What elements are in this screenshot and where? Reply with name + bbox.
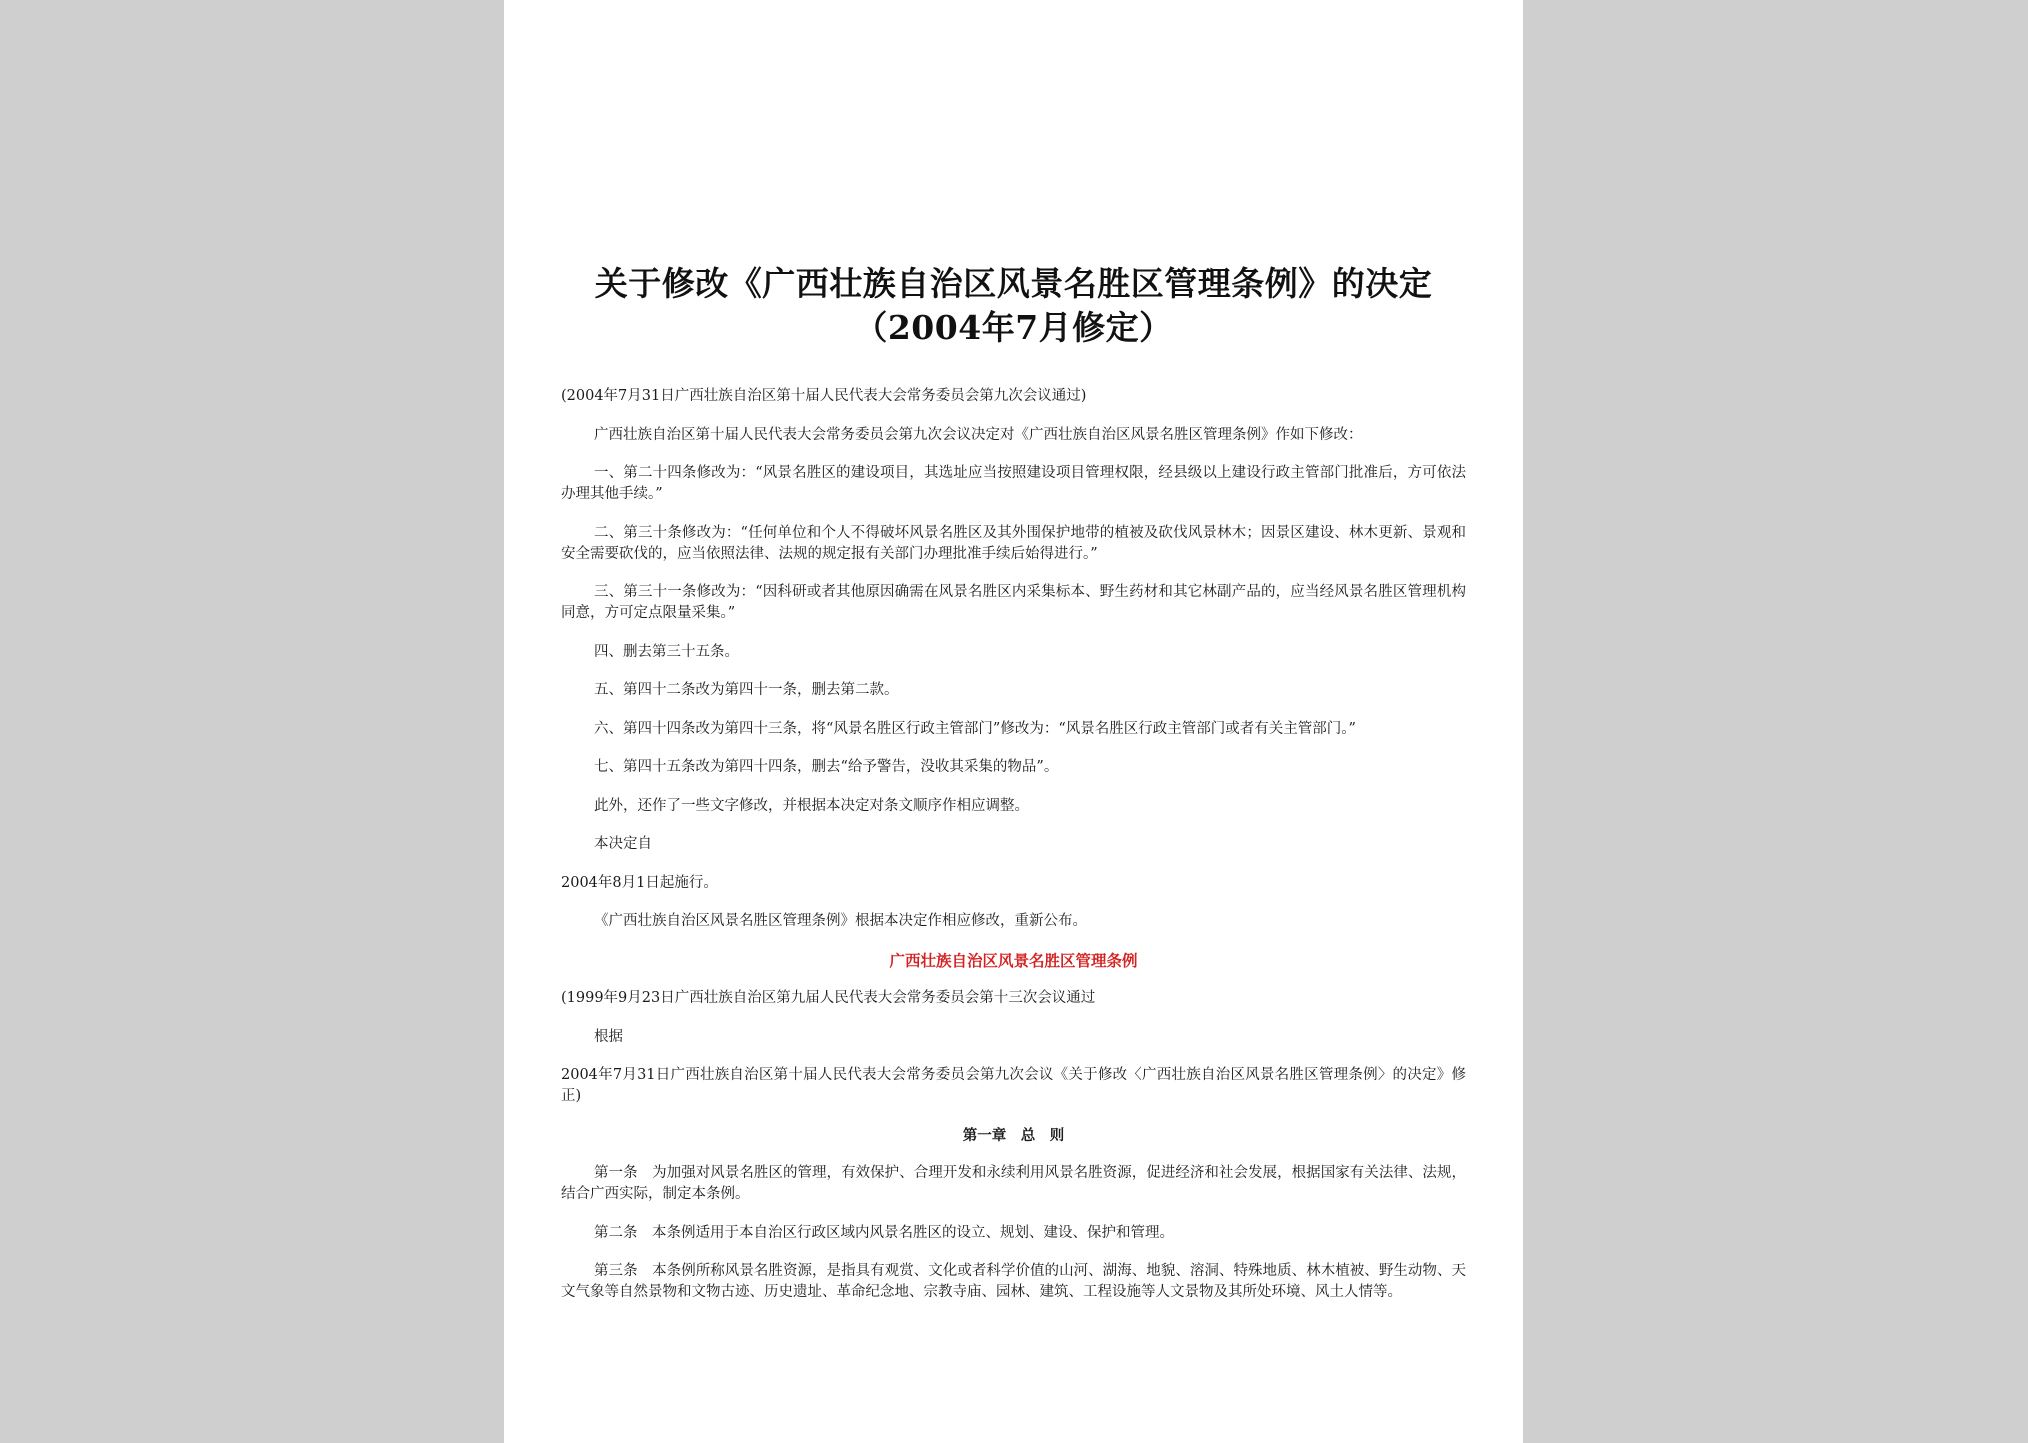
chapter-title: 第一章 总 则 [962,1126,1065,1144]
amendment-3: 三、第三十一条修改为：“因科研或者其他原因确需在风景名胜区内采集标本、野生药材和其它林副产品的，应当经风景名胜区管理机构同意，方可定点限量采集。” [561,584,1466,621]
amendment-2: 二、第三十条修改为：“任何单位和个人不得破坏风景名胜区及其外围保护地带的植被及砍伐风景林木；因景区建设、林木更新、景观和安全需要砍伐的，应当依照法律、法规的规定报有关部门办理批准手续后始得进行。” [561,524,1466,562]
amendment-5: 五、第四十二条改为第四十一条，删去第二款。 [594,682,899,698]
article-1: 第一条 为加强对风景名胜区的管理，有效保护、合理开发和永续利用风景名胜资源，促进经济和社会发展，根据国家有关法律、法规，结合广西实际，制定本条例。 [561,1165,1466,1202]
amendment-7: 七、第四十五条改为第四十四条，删去“给予警告，没收其采集的物品”。 [594,759,1059,775]
other-changes: 此外，还作了一些文字修改，并根据本决定对条文顺序作相应调整。 [594,797,1029,814]
amendment-1: 一、第二十四条修改为：“风景名胜区的建设项目，其选址应当按照建设项目管理权限，经县级以上建设行政主管部门批准后，方可依法办理其他手续。” [561,465,1466,502]
amendment-4: 四、删去第三十五条。 [594,643,739,660]
document-title: 关于修改《广西壮族自治区风景名胜区管理条例》的决定（2004年7月修定） [594,264,1433,347]
republication-note: 《广西壮族自治区风景名胜区管理条例》根据本决定作相应修改，重新公布。 [594,913,1087,929]
document-body [561,386,1466,1303]
effective-intro: 本决定自 [594,836,652,852]
document-page [504,0,1523,1443]
article-3: 第三条 本条例所称风景名胜资源，是指具有观赏、文化或者科学价值的山河、湖海、地貌、溶洞、特殊地质、林木植被、野生动物、天文气象等自然景物和文物古迹、历史遗址、革命纪念地、宗教寺庙、园林、建筑、工程设施等人文景物及其所处环境、风土人情等。 [561,1263,1466,1300]
adoption-note: (2004年7月31日广西壮族自治区第十届人民代表大会常务委员会第九次会议通过) [561,388,1087,404]
amendment-6: 六、第四十四条改为第四十三条，将“风景名胜区行政主管部门”修改为：“风景名胜区行政主管部门或者有关主管部门。” [594,720,1356,737]
regulation-title: 广西壮族自治区风景名胜区管理条例 [889,950,1138,970]
regulation-adoption-note: (1999年9月23日广西壮族自治区第九届人民代表大会常务委员会第十三次会议通过 [561,990,1096,1006]
decision-intro: 广西壮族自治区第十届人民代表大会常务委员会第九次会议决定对《广西壮族自治区风景名胜区管理条例》作如下修改： [594,426,1363,443]
effective-date: 2004年8月1日起施行。 [561,874,718,891]
regulation-revision-note: 2004年7月31日广西壮族自治区第十届人民代表大会常务委员会第九次会议《关于修改〈广西壮族自治区风景名胜区管理条例〉的决定》修正) [561,1067,1466,1104]
article-2: 第二条 本条例适用于本自治区行政区域内风景名胜区的设立、规划、建设、保护和管理。 [594,1224,1174,1241]
regulation-basis-label: 根据 [594,1028,623,1045]
